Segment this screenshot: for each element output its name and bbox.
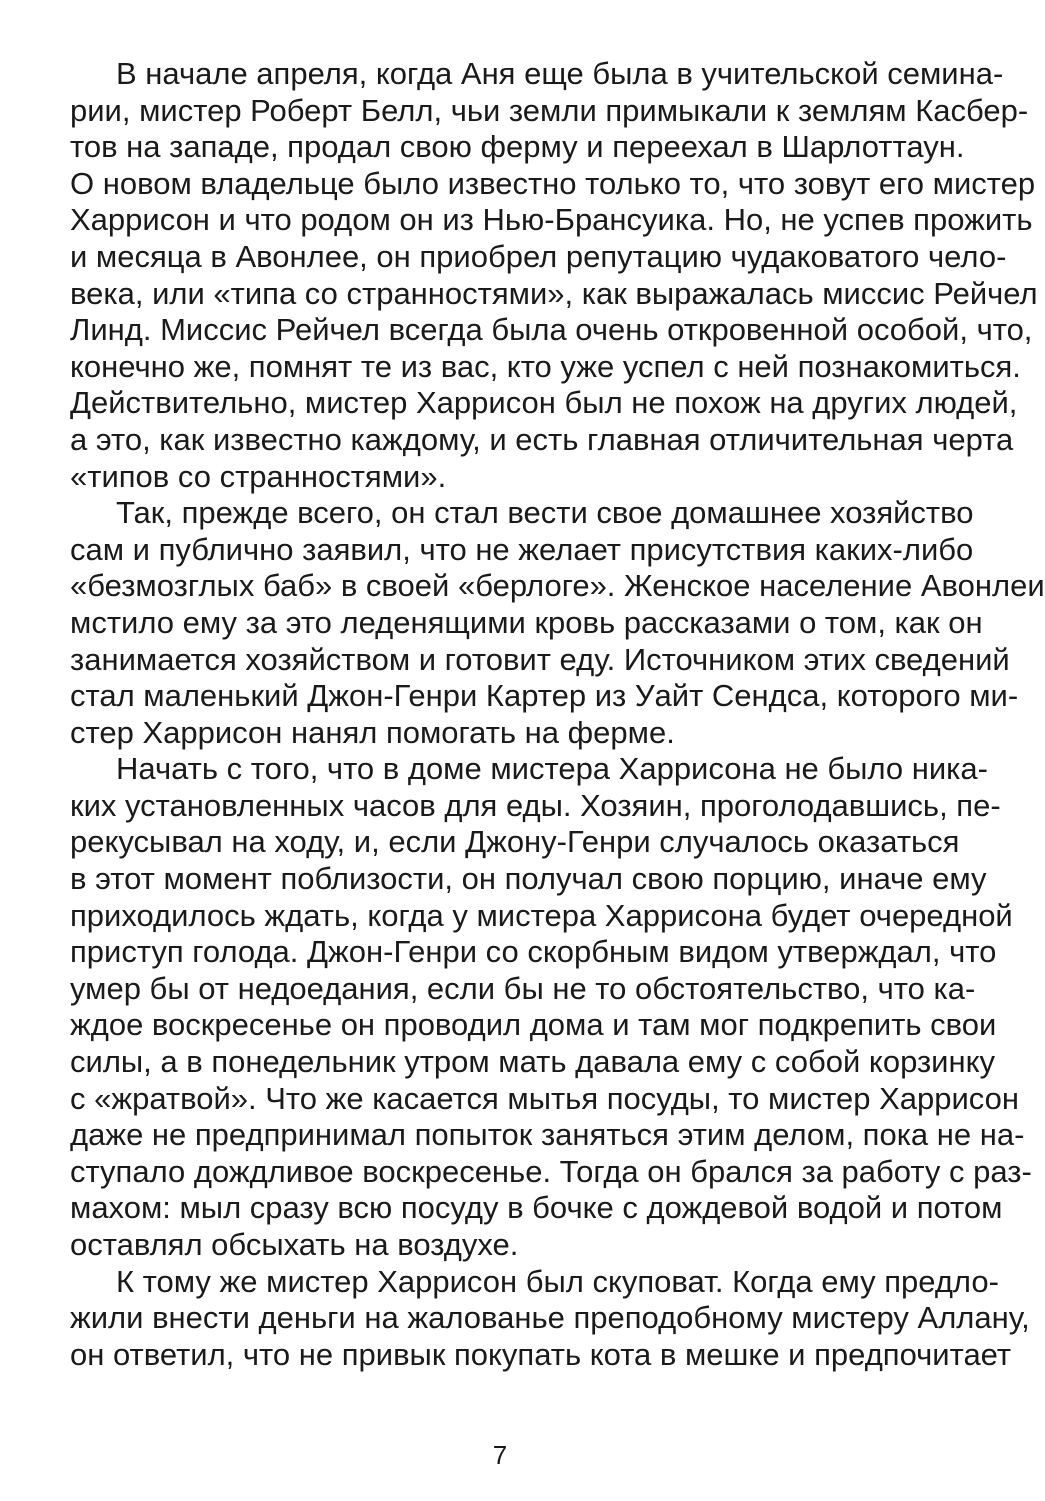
- text-line: «типов со странностями».: [70, 458, 447, 494]
- text-line: О новом владельце было известно только то, что зовут его мистер: [70, 165, 1036, 201]
- text-line: Так, прежде всего, он стал вести свое домашнее хозяйство: [116, 495, 974, 531]
- text-line: ступало дождливое воскресенье. Тогда он брался за работу с раз-: [70, 1153, 1032, 1189]
- text-line: мстило ему за это леденящими кровь рассказами о том, как он: [70, 604, 983, 640]
- text-line: ждое воскресенье он проводил дома и там мог подкрепить свои: [70, 1007, 997, 1043]
- text-line: силы, а в понедельник утром мать давала ему с собой корзинку: [70, 1044, 996, 1080]
- text-line: он ответил, что не привык покупать кота в мешке и предпочитает: [70, 1336, 1012, 1372]
- page-body: [70, 56, 1045, 1373]
- text-line: приступ голода. Джон-Генри со скорбным видом утверждал, что: [70, 934, 997, 970]
- text-line: с «жратвой». Что же касается мытья посуды, то мистер Харрисон: [70, 1080, 1020, 1116]
- text-line: рии, мистер Роберт Белл, чьи земли примыкали к землям Касбер-: [70, 92, 1029, 128]
- text-line: и месяца в Авонлее, он приобрел репутацию чудаковатого чело-: [70, 238, 1007, 274]
- text-line: Начать с того, что в доме мистера Харрисона не было ника-: [116, 751, 988, 787]
- text-line: Харрисон и что родом он из Нью-Брансуика. Но, не успев прожить: [70, 202, 1033, 238]
- page-number: 7: [492, 1440, 508, 1470]
- text-line: а это, как известно каждому, и есть главная отличительная черта: [70, 421, 1014, 457]
- text-line: даже не предпринимал попыток заняться этим делом, пока не на-: [70, 1117, 1025, 1153]
- text-line: умер бы от недоедания, если бы не то обстоятельство, что ка-: [70, 970, 976, 1006]
- text-line: жили внести деньги на жалованье преподобному мистеру Аллану,: [70, 1300, 1030, 1336]
- text-line: В начале апреля, когда Аня еще была в учительской семина-: [116, 56, 1004, 91]
- text-line: сам и публично заявил, что не желает присутствия каких-либо: [70, 531, 974, 567]
- text-line: в этот момент поблизости, он получал свою порцию, иначе ему: [70, 861, 987, 897]
- text-line: К тому же мистер Харрисон был скуповат. Когда ему предло-: [116, 1263, 999, 1299]
- text-line: ких установленных часов для еды. Хозяин, проголодавшись, пе-: [70, 787, 1001, 823]
- text-line: тов на западе, продал свою ферму и переехал в Шарлоттаун.: [70, 129, 965, 165]
- text-line: стер Харрисон нанял помогать на ферме.: [70, 714, 675, 750]
- text-line: занимается хозяйством и готовит еду. Источником этих сведений: [70, 641, 1010, 677]
- text-line: Действительно, мистер Харрисон был не похож на других людей,: [70, 385, 1018, 421]
- text-line: стал маленький Джон-Генри Картер из Уайт Сендса, которого ми-: [70, 678, 1019, 714]
- text-line: махом: мыл сразу всю посуду в бочке с дождевой водой и потом: [70, 1190, 1003, 1226]
- text-line: Линд. Миссис Рейчел всегда была очень откровенной особой, что,: [70, 312, 1033, 348]
- text-line: века, или «типа со странностями», как выражалась миссис Рейчел: [70, 275, 1038, 311]
- text-line: конечно же, помнят те из вас, кто уже успел с ней познакомиться.: [70, 348, 1021, 384]
- text-line: приходилось ждать, когда у мистера Харрисона будет очередной: [70, 897, 1013, 933]
- text-line: рекусывал на ходу, и, если Джону-Генри случалось оказаться: [70, 824, 960, 860]
- text-line: оставлял обсыхать на воздухе.: [70, 1227, 519, 1262]
- text-line: «безмозглых баб» в своей «берлоге». Женское население Авонлеи: [70, 568, 1045, 604]
